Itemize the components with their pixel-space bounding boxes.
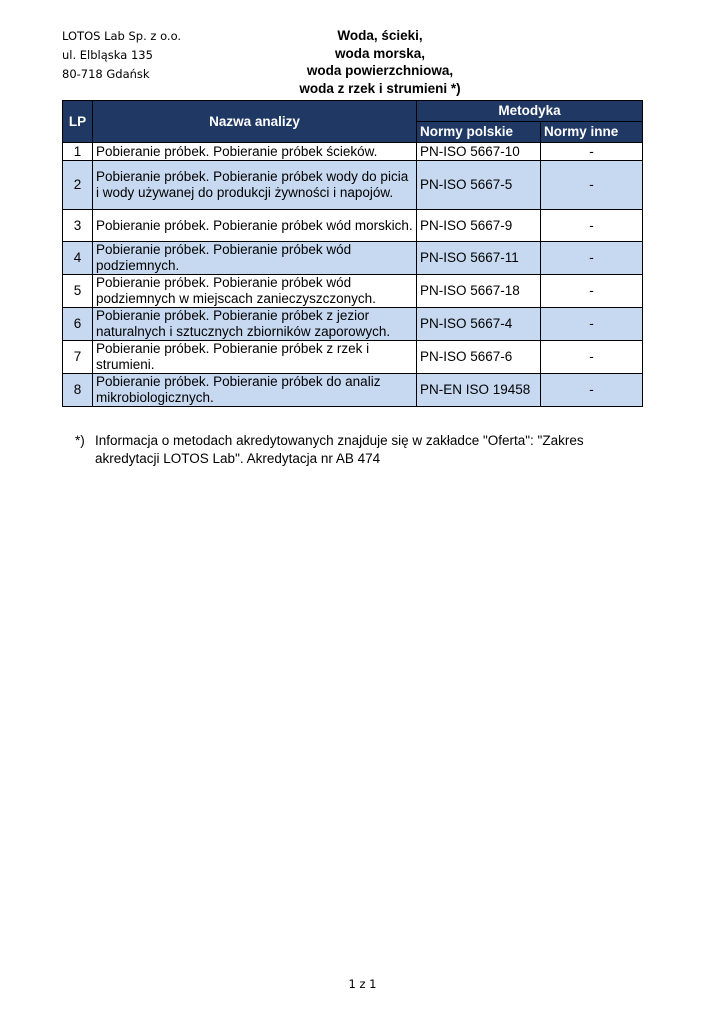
row-lp: 8	[63, 374, 93, 407]
table-row	[63, 275, 643, 308]
row-other-norm: -	[541, 242, 643, 275]
row-name: Pobieranie próbek. Pobieranie próbek wód morskich.	[93, 210, 417, 242]
row-name: Pobieranie próbek. Pobieranie próbek wód podziemnych w miejscach zanieczyszczonych.	[93, 275, 417, 308]
row-polish-norm: PN-ISO 5667-11	[417, 242, 541, 275]
row-name: Pobieranie próbek. Pobieranie próbek wody do picia i wody używanej do produkcji żywności i napojów.	[93, 161, 417, 210]
company-city: 80-718 Gdańsk	[62, 67, 150, 81]
row-name: Pobieranie próbek. Pobieranie próbek z rzek i strumieni.	[93, 341, 417, 374]
row-name: Pobieranie próbek. Pobieranie próbek z jezior naturalnych i sztucznych zbiorników zaporowych.	[93, 308, 417, 341]
company-name: LOTOS Lab Sp. z o.o.	[62, 29, 182, 43]
table-row	[63, 242, 643, 275]
row-polish-norm: PN-ISO 5667-10	[417, 143, 541, 161]
column-header-method: Metodyka	[417, 101, 643, 122]
row-lp: 5	[63, 275, 93, 308]
page-number: 1 z 1	[348, 977, 377, 991]
row-other-norm: -	[541, 161, 643, 210]
row-other-norm: -	[541, 308, 643, 341]
table-row	[63, 341, 643, 374]
title-line-3: woda powierzchniowa,	[306, 63, 454, 78]
title-line-4: woda z rzek i strumieni *)	[299, 80, 461, 96]
row-lp: 7	[63, 341, 93, 374]
table-row	[63, 374, 643, 407]
column-header-name: Nazwa analizy	[93, 101, 417, 143]
row-polish-norm: PN-ISO 5667-4	[417, 308, 541, 341]
row-polish-norm: PN-ISO 5667-5	[417, 161, 541, 210]
row-other-norm: -	[541, 275, 643, 308]
table-row	[63, 161, 643, 210]
row-polish-norm: PN-ISO 5667-9	[417, 210, 541, 242]
column-header-other-norms: Normy inne	[541, 122, 643, 143]
column-header-polish-norms: Normy polskie	[417, 122, 541, 143]
table-row	[63, 210, 643, 242]
row-name: Pobieranie próbek. Pobieranie próbek wód podziemnych.	[93, 242, 417, 275]
row-lp: 1	[63, 143, 93, 161]
table-row	[63, 308, 643, 341]
row-other-norm: -	[541, 143, 643, 161]
row-other-norm: -	[541, 210, 643, 242]
title-line-1: Woda, ścieki,	[337, 28, 423, 43]
row-lp: 6	[63, 308, 93, 341]
table-row	[63, 143, 643, 161]
row-polish-norm: PN-EN ISO 19458	[417, 374, 541, 407]
row-lp: 2	[63, 161, 93, 210]
analysis-table	[62, 100, 643, 407]
company-street: ul. Elbląska 135	[62, 48, 153, 62]
column-header-lp: LP	[63, 101, 93, 143]
row-lp: 3	[63, 210, 93, 242]
row-name: Pobieranie próbek. Pobieranie próbek ścieków.	[93, 143, 417, 161]
company-address	[62, 27, 181, 84]
row-polish-norm: PN-ISO 5667-18	[417, 275, 541, 308]
title-line-2: woda morska,	[334, 45, 426, 61]
row-name: Pobieranie próbek. Pobieranie próbek do analiz mikrobiologicznych.	[93, 374, 417, 407]
footnote-text: Informacja o metodach akredytowanych znajduje się w zakładce "Oferta": "Zakres akredytacji LOTOS Lab". Akredytacja nr AB 474	[95, 433, 584, 466]
document-title	[250, 27, 510, 97]
row-other-norm: -	[541, 374, 643, 407]
footnote-mark: *)	[75, 433, 85, 448]
footnote	[75, 432, 615, 468]
row-lp: 4	[63, 242, 93, 275]
row-polish-norm: PN-ISO 5667-6	[417, 341, 541, 374]
row-other-norm: -	[541, 341, 643, 374]
